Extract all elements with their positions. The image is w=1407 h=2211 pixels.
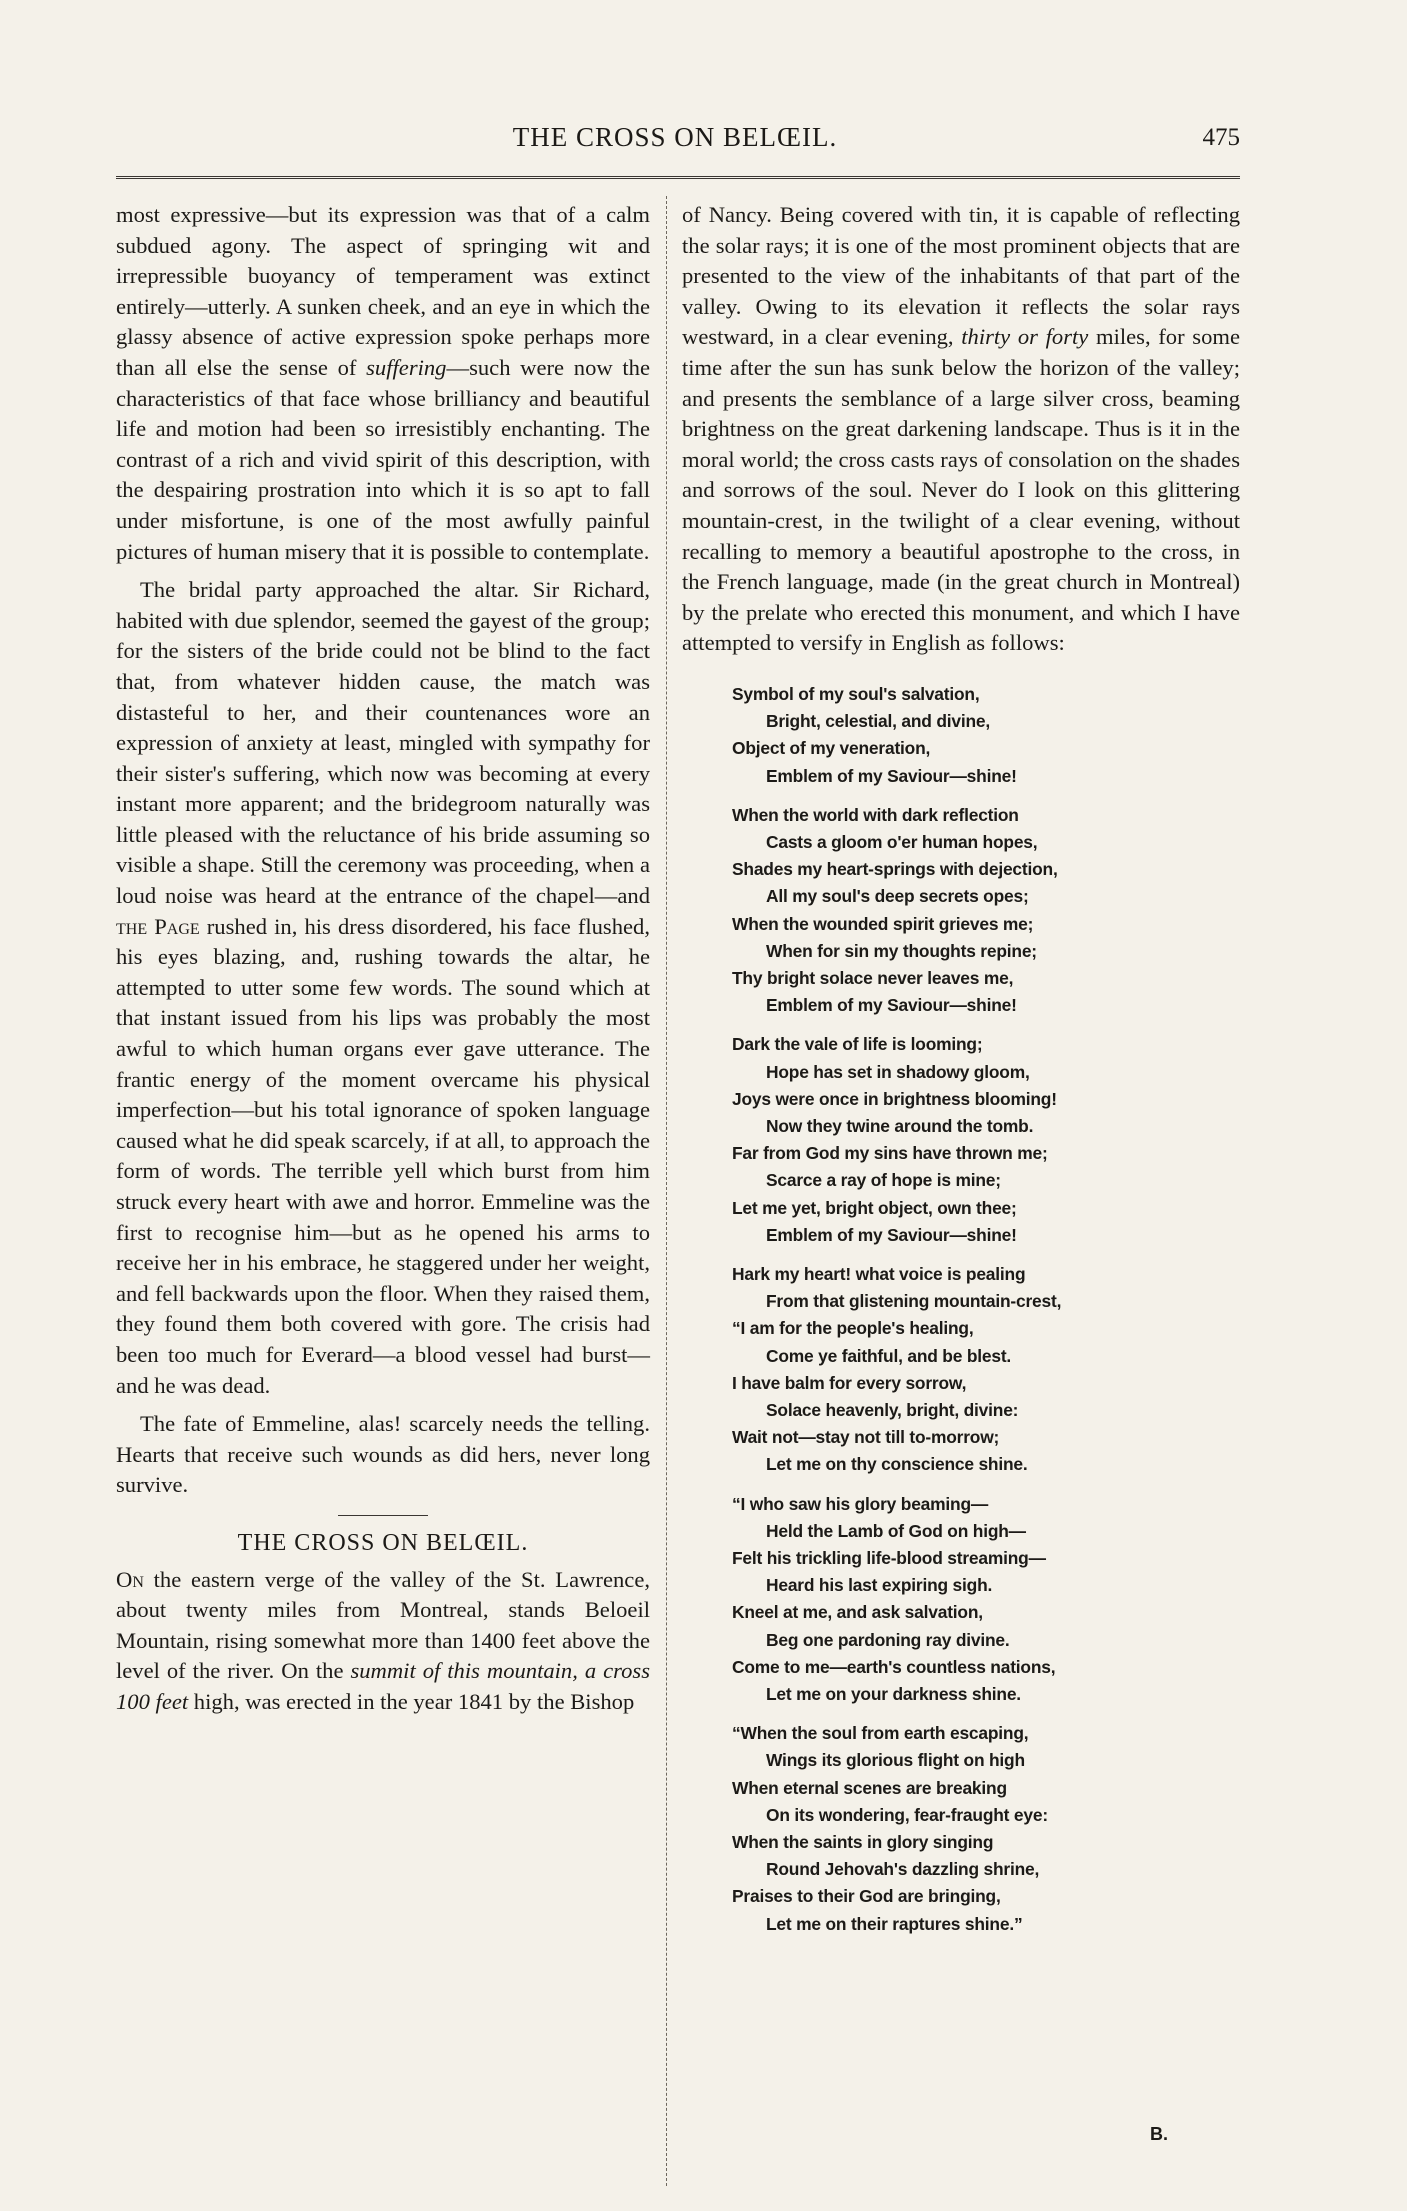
poem-line: Joys were once in brightness blooming!	[732, 1088, 1057, 1109]
poem-line: Now they twine around the tomb.	[766, 1115, 1034, 1136]
poem-line: Kneel at me, and ask salvation,	[732, 1602, 983, 1623]
poem-line: Let me yet, bright object, own thee;	[732, 1197, 1017, 1218]
poem-line: Dark the vale of life is looming;	[732, 1034, 983, 1055]
poem	[732, 681, 1240, 1938]
poem-line: Shades my heart-springs with dejection,	[732, 859, 1058, 880]
signature: B.	[1150, 2124, 1168, 2144]
poem-line: When for sin my thoughts repine;	[766, 940, 1037, 961]
running-header	[110, 122, 1240, 162]
page-number: 475	[1202, 124, 1240, 151]
poem-line: Symbol of my soul's salvation,	[732, 683, 980, 704]
poem-line: Object of my veneration,	[732, 738, 931, 759]
poem-line: Emblem of my Saviour—shine!	[766, 995, 1017, 1016]
emphasis: summit of this mountain, a cross 100 feet	[116, 1658, 650, 1714]
right-column	[682, 200, 1240, 1950]
poem-line: When the wounded spirit grieves me;	[732, 913, 1034, 934]
poem-line: Hope has set in shadowy gloom,	[766, 1061, 1030, 1082]
poem-stanza	[732, 1031, 1240, 1249]
drop-cap-word: On	[116, 1566, 144, 1592]
left-column	[116, 200, 650, 1726]
emphasis: suffering	[366, 354, 447, 380]
paragraph: On the eastern verge of the valley of the St. Lawrence, about twenty miles from Montreal, stands Beloeil Mountain, rising somewhat more than 1400 feet above the level of the river. On the summit of this mountain, a cross 100 feet high, was erected in the year 1841 by the Bishop	[116, 1566, 650, 1714]
poem-stanza	[732, 802, 1240, 1020]
poem-line: When the saints in glory singing	[732, 1832, 994, 1853]
poem-line: Emblem of my Saviour—shine!	[766, 1224, 1017, 1245]
small-caps-text: the Page	[116, 913, 200, 939]
poem-line: Heard his last expiring sigh.	[766, 1575, 993, 1596]
poem-line: Round Jehovah's dazzling shrine,	[766, 1859, 1040, 1880]
emphasis: thirty or forty	[961, 324, 1089, 350]
poem-line: Felt his trickling life-blood streaming—	[732, 1548, 1046, 1568]
poem-line: On its wondering, fear-fraught eye:	[766, 1804, 1048, 1825]
poem-line: Let me on thy conscience shine.	[766, 1454, 1028, 1475]
section-heading: THE CROSS ON BELŒIL.	[237, 1529, 529, 1556]
poem-stanza	[732, 681, 1240, 790]
section-rule	[338, 1515, 428, 1516]
running-title: THE CROSS ON BELŒIL.	[512, 122, 838, 152]
poem-line: Held the Lamb of God on high—	[766, 1520, 1026, 1541]
poem-line: Casts a gloom o'er human hopes,	[766, 831, 1038, 852]
poem-line: Wait not—stay not till to-morrow;	[732, 1427, 1000, 1448]
poem-line: Solace heavenly, bright, divine:	[766, 1399, 1019, 1420]
poem-line: “I am for the people's healing,	[732, 1318, 974, 1339]
header-rule	[116, 176, 1240, 179]
poem-line: Let me on their raptures shine.”	[766, 1913, 1023, 1934]
poem-line: Hark my heart! what voice is pealing	[732, 1263, 1026, 1284]
poem-stanza	[732, 1491, 1240, 1709]
paragraph: most expressive—but its expression was that of a calm subdued agony. The aspect of springing wit and irrepressible buoyancy of temperament was extinct entirely—utterly. A sunken cheek, and an eye in which the glassy absence of active expression spoke perhaps more than all else the sense of suffering—such were now the characteristics of that face whose brilliancy and beautiful life and motion had been so irresistibly enchanting. The contrast of a rich and vivid spirit of this description, with the despairing prostration into which it is so apt to fall under misfortune, is one of the most awfully painful pictures of human misery that it is possible to contemplate.	[116, 202, 650, 564]
paragraph: of Nancy. Being covered with tin, it is capable of reflecting the solar rays; it is one of the most prominent objects that are presented to the view of the inhabitants of that part of the valley. Owing to its elevation it reflects the solar rays westward, in a clear evening, thirty or forty miles, for some time after the sun has sunk below the horizon of the valley; and presents the semblance of a large silver cross, beaming brightness on the great darkening landscape. Thus is it in the moral world; the cross casts rays of consolation on the shades and sorrows of the soul. Never do I look on this glittering mountain-crest, in the twilight of a clear evening, without recalling to memory a beautiful apostrophe to the cross, in the French language, made (in the great church in Montreal) by the prelate who erected this monument, and which I have attempted to versify in English as follows:	[682, 202, 1240, 656]
poem-line: I have balm for every sorrow,	[732, 1372, 967, 1393]
poem-line: Far from God my sins have thrown me;	[732, 1143, 1048, 1164]
poem-line: When eternal scenes are breaking	[732, 1777, 1007, 1798]
poem-line: Praises to their God are bringing,	[732, 1886, 1001, 1907]
poem-line: Thy bright solace never leaves me,	[732, 967, 1014, 988]
poem-line: Wings its glorious flight on high	[766, 1750, 1025, 1771]
poem-line: From that glistening mountain-crest,	[766, 1291, 1062, 1312]
paragraph: The bridal party approached the altar. Sir Richard, habited with due splendor, seemed the gayest of the group; for the sisters of the bride could not be blind to the fact that, from whatever hidden cause, the match was distasteful to her, and their countenances wore an expression of anxiety at least, mingled with sympathy for their sister's suffering, which now was becoming at every instant more apparent; and the bridegroom naturally was little pleased with the reluctance of his bride assuming so visible a shape. Still the ceremony was proceeding, when a loud noise was heard at the entrance of the chapel—and the Page rushed in, his dress disordered, his face flushed, his eyes blazing, and, rushing towards the altar, he attempted to utter some few words. The sound which at that instant issued from his lips was probably the most awful to which human organs ever gave utterance. The frantic energy of the moment overcame his physical imperfection—but his total ignorance of spoken language caused what he did speak scarcely, if at all, to approach the form of words. The terrible yell which burst from him struck every heart with awe and horror. Emmeline was the first to recognise him—but as he opened his arms to receive her in his embrace, he staggered under her weight, and fell backwards upon the floor. When they raised them, they found them both covered with gore. The crisis had been too much for Everard—a blood vessel had burst—and he was dead.	[116, 577, 651, 1398]
column-divider	[666, 196, 667, 2186]
poem-line: Bright, celestial, and divine,	[766, 711, 991, 732]
poem-stanza	[732, 1261, 1240, 1479]
poem-stanza	[732, 1720, 1240, 1938]
poem-line: All my soul's deep secrets opes;	[766, 886, 1029, 907]
poem-line: Scarce a ray of hope is mine;	[766, 1170, 1001, 1191]
poem-line: Come to me—earth's countless nations,	[732, 1656, 1056, 1677]
poem-line: “When the soul from earth escaping,	[732, 1723, 1029, 1744]
poem-line: Beg one pardoning ray divine.	[766, 1629, 1010, 1650]
poem-line: “I who saw his glory beaming—	[732, 1493, 989, 1514]
poem-line: Let me on your darkness shine.	[766, 1684, 1021, 1705]
poem-line: Emblem of my Saviour—shine!	[766, 765, 1017, 786]
paragraph: The fate of Emmeline, alas! scarcely needs the telling. Hearts that receive such wounds as did hers, never long survive.	[116, 1411, 650, 1498]
poem-line: Come ye faithful, and be blest.	[766, 1345, 1012, 1366]
poem-line: When the world with dark reflection	[732, 804, 1019, 825]
